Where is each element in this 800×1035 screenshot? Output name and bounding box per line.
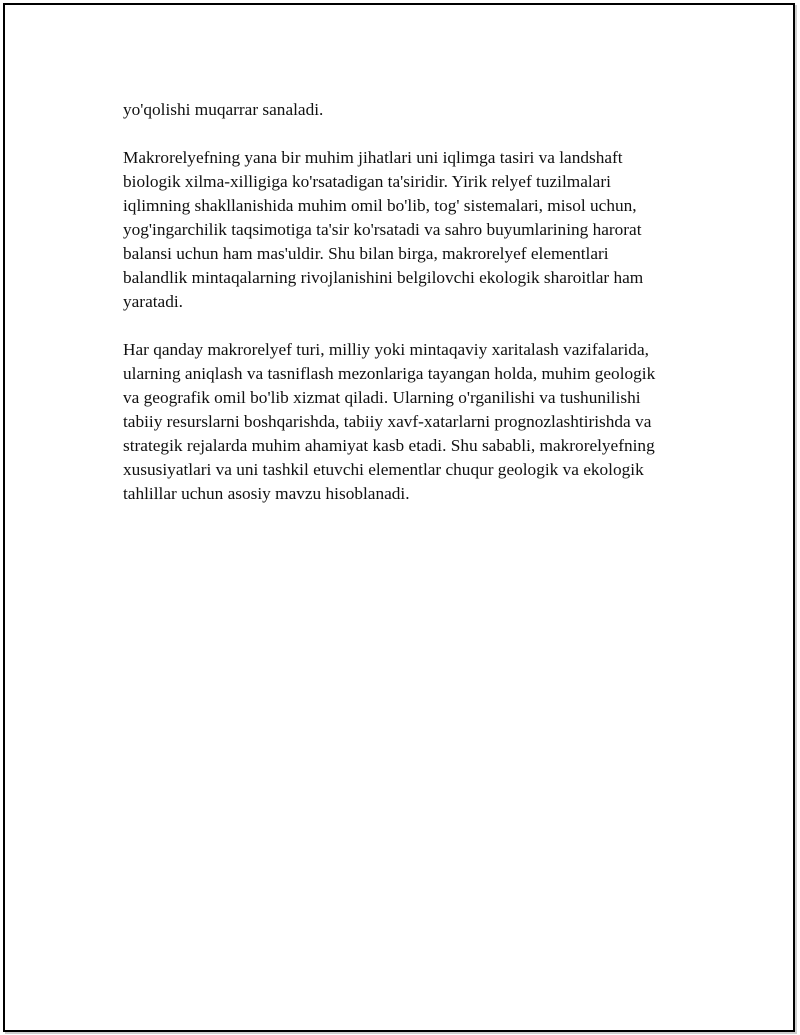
text-line: balandlik mintaqalarning rivojlanishini belgilovchi ekologik sharoitlar ham: [123, 268, 644, 287]
text-line: Makrorelyefning yana bir muhim jihatlari uni iqlimga tasiri va landshaft: [123, 148, 623, 167]
text-line: ularning aniqlash va tasniflash mezonlariga tayangan holda, muhim geologik: [123, 364, 656, 383]
paragraph-1: [123, 98, 713, 122]
text-line: iqlimning shakllanishida muhim omil bo'lib, tog' sistemalari, misol uchun,: [123, 196, 637, 215]
paragraph-2: [123, 146, 713, 314]
text-line: tabiiy resurslarni boshqarishda, tabiiy xavf-xatarlarni prognozlashtirishda va: [123, 412, 652, 431]
paragraph-3: [123, 338, 713, 506]
text-line: yog'ingarchilik taqsimotiga ta'sir ko'rsatadi va sahro buyumlarining harorat: [123, 220, 642, 239]
text-line: strategik rejalarda muhim ahamiyat kasb etadi. Shu sababli, makrorelyefning: [123, 436, 655, 455]
text-line: balansi uchun ham mas'uldir. Shu bilan birga, makrorelyef elementlari: [123, 244, 609, 263]
document-body: [123, 98, 713, 530]
text-line: yo'qolishi muqarrar sanaladi.: [123, 100, 324, 119]
text-line: xususiyatlari va uni tashkil etuvchi elementlar chuqur geologik va ekologik: [123, 460, 644, 479]
text-line: tahlillar uchun asosiy mavzu hisoblanadi.: [123, 484, 410, 503]
text-line: yaratadi.: [123, 292, 183, 311]
text-line: biologik xilma-xilligiga ko'rsatadigan ta'siridir. Yirik relyef tuzilmalari: [123, 172, 611, 191]
document-page: [3, 3, 795, 1032]
text-line: va geografik omil bo'lib xizmat qiladi. Ularning o'rganilishi va tushunilishi: [123, 388, 641, 407]
text-line: Har qanday makrorelyef turi, milliy yoki mintaqaviy xaritalash vazifalarida,: [123, 340, 649, 359]
